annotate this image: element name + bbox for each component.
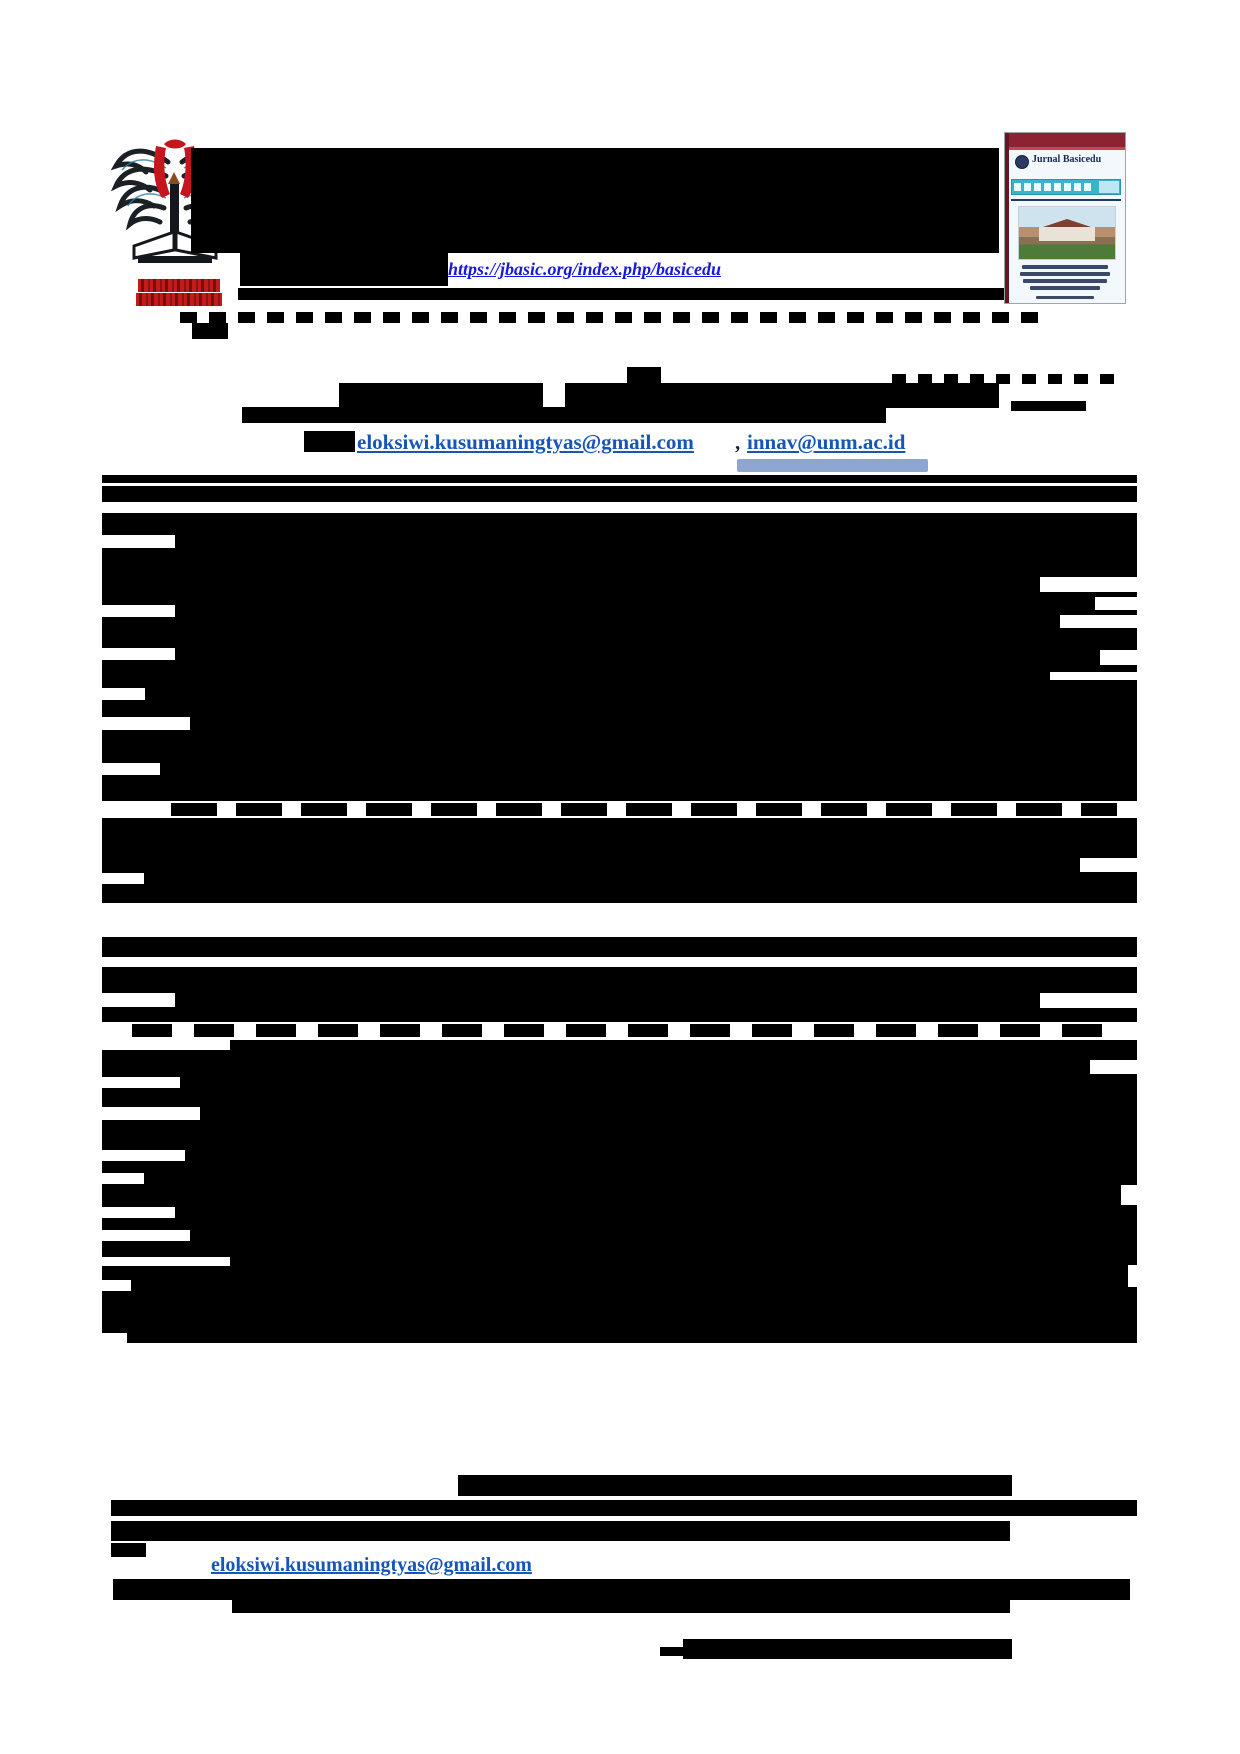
- redaction-gap: [1050, 672, 1137, 680]
- redacted-authors-fragment: [1011, 401, 1086, 411]
- header-bottom-rule: [238, 288, 1104, 300]
- redaction-gap: [102, 688, 145, 700]
- logo-caption-line1: [138, 279, 220, 292]
- journal-url-link[interactable]: https://jbasic.org/index.php/basicedu: [448, 259, 722, 279]
- dashed-separator: [180, 312, 1049, 323]
- redaction-gap: [1095, 597, 1137, 610]
- redaction-gap: [102, 1150, 185, 1161]
- cover-title: Jurnal Basicedu: [1032, 154, 1102, 165]
- redacted-article-title: [339, 383, 999, 408]
- redaction-gap: [102, 1230, 190, 1241]
- redaction-gap: [543, 383, 565, 408]
- author-email-secondary-link[interactable]: innav@unm.ac.id: [747, 430, 906, 454]
- redacted-issn-tail: [660, 1647, 683, 1656]
- redaction-gap: [102, 1333, 127, 1343]
- cover-accent-line: [1009, 147, 1125, 150]
- journal-cover-thumbnail: [1004, 132, 1126, 304]
- cover-top-band: [1009, 133, 1125, 147]
- redacted-kata-kunci-line: [171, 803, 1117, 816]
- redaction-gap: [102, 1173, 144, 1184]
- redaction-gap: [1128, 1265, 1137, 1287]
- redaction-gap: [1080, 858, 1137, 872]
- cover-spine: [1005, 133, 1009, 303]
- cover-text-line: [1030, 286, 1100, 290]
- cover-photo-roof: [1043, 219, 1091, 227]
- redacted-journal-banner: [191, 148, 999, 253]
- redacted-doi-line: [113, 1579, 1130, 1600]
- abstract-top-rule: [102, 475, 1137, 483]
- redacted-abstract-paragraph: [102, 967, 1137, 1343]
- redaction-gap: [1040, 577, 1137, 592]
- redacted-title-superscript: [627, 367, 661, 384]
- cover-photo-building: [1039, 227, 1095, 241]
- redacted-abstrak-paragraph: [102, 513, 1137, 903]
- cover-volume-text: [1014, 183, 1092, 191]
- redacted-abstrak-heading-line: [102, 486, 1137, 502]
- redacted-keywords-line: [132, 1024, 1122, 1037]
- redaction-gap: [102, 1257, 230, 1266]
- cover-volume-strip: [1011, 179, 1121, 195]
- email-separator: ,: [735, 430, 741, 454]
- redacted-abstract-heading-line: [102, 937, 1137, 957]
- cover-building-photo: [1018, 206, 1116, 260]
- redacted-copyright-line: [458, 1475, 1012, 1496]
- cover-logo-icon: [1015, 155, 1029, 169]
- redaction-gap: [102, 993, 175, 1007]
- redacted-email-label-stub: [111, 1543, 146, 1557]
- dashed-separator-wrap: [192, 323, 228, 339]
- redacted-email-label: [304, 431, 355, 452]
- redaction-gap: [1100, 650, 1137, 665]
- redaction-gap: [102, 1280, 131, 1291]
- redaction-gap: [102, 605, 175, 617]
- secondary-affiliation-link-bar: [737, 459, 928, 472]
- redaction-gap: [102, 1207, 175, 1218]
- redaction-gap: [102, 1107, 200, 1120]
- redacted-banner-line-stub: [240, 253, 448, 286]
- redaction-gap: [1121, 1185, 1137, 1205]
- redacted-corresponding-author-line: [111, 1521, 1010, 1541]
- cover-footer-line: [1036, 296, 1094, 299]
- cover-text-line: [1020, 272, 1110, 276]
- redacted-issn-footer-line: [683, 1639, 1012, 1659]
- redacted-doi-line2: [232, 1600, 1010, 1613]
- cover-text-line: [1023, 279, 1107, 283]
- corresponding-email-link[interactable]: eloksiwi.kusumaningtyas@gmail.com: [211, 1554, 532, 1576]
- redacted-footer-line1: [111, 1500, 1137, 1516]
- redaction-gap: [1090, 1060, 1137, 1074]
- redaction-gap: [102, 535, 175, 548]
- cover-issue-box: [1099, 181, 1119, 193]
- logo-caption-line2: [136, 293, 222, 306]
- redaction-gap: [102, 873, 144, 884]
- redaction-gap: [1040, 993, 1137, 1008]
- cover-text-line: [1022, 265, 1108, 269]
- redacted-authors-line: [242, 407, 886, 423]
- redaction-gap: [102, 648, 175, 660]
- redaction-gap: [102, 1077, 180, 1088]
- redaction-gap: [1060, 615, 1137, 628]
- redaction-gap: [102, 717, 190, 730]
- author-email-primary-link[interactable]: eloksiwi.kusumaningtyas@gmail.com: [357, 430, 694, 454]
- redaction-gap: [102, 763, 160, 775]
- cover-divider-line: [1011, 199, 1121, 201]
